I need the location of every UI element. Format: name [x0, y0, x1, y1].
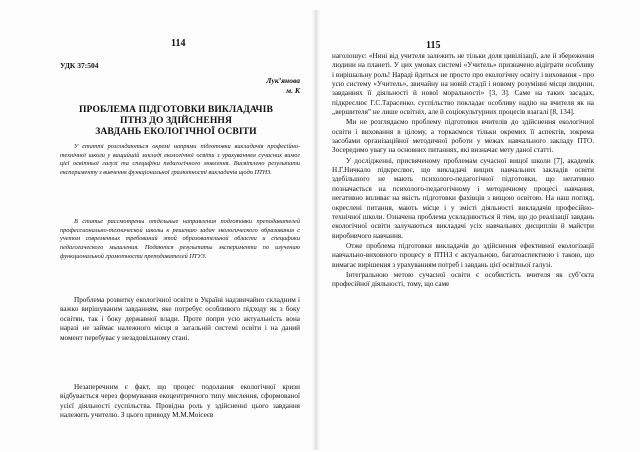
- author-line: м. К: [286, 86, 300, 95]
- author-block: [266, 76, 300, 96]
- paragraph-text: Інтегральною метою сучасної освіти є особистість вчителя як суб’єкта професійної діяльності, тому, що саме: [332, 270, 594, 289]
- title-line: ПРОБЛЕМА ПІДГОТОВКИ ВИКЛАДАЧІВ: [79, 104, 273, 115]
- paragraph-text: Отже проблема підготовки викладачів до здійснення ефективної екологізації навчально-виховного процесу в ПТНЗ є актуальною, багатоаспектною і такою, що вимагає вирішення з урахуванням потреб і завдань цієї освітньої галузі.: [332, 241, 594, 269]
- body-paragraph: [60, 383, 300, 421]
- left-page: [40, 0, 302, 452]
- paragraph-text: Ми не розглядаємо проблему підготовки вчителів до здійснення екологічної освіти і виховання в цілому, а торкаємося тільки окремих її аспектів, зокрема засобами організаційної методичної роботи у межах навчального закладу ПТО. Зосередимо увагу на основних питаннях, які визначає мету даної статті.: [332, 118, 594, 155]
- udk-code: УДК 37:504: [60, 61, 99, 70]
- author-line: Лук’янова: [266, 76, 300, 85]
- abstract-russian: В статье рассмотрены отдельные направления подготовки преподавателей профессионально-технической школы к решению задач экологического образования с учетом современных требований этой образовательной области и специфики педагогического мышления. Подаются результаты эксперимента по изучению функциональной грамотности преподавателей ПТУЗ.: [60, 218, 300, 260]
- body-paragraph: [60, 296, 300, 343]
- title-line: ЗАВДАНЬ ЕКОЛОГІЧНОЇ ОСВІТИ: [95, 126, 257, 137]
- title-line: ПТНЗ ДО ЗДІЙСНЕННЯ: [120, 115, 232, 126]
- paragraph-text: наголошує: «Нині від учителя залежить не тільки доля цивілізації, але й збереження людини на планеті. У цих умовах системі «Учитель» призначено відіграти особливу і вирішальну роль! Нараді йдеться не просто про екологічну освіту і виховання - про усю систему «Учитель», звичайну на новій стадії і новому розумінні місця людини, завданнях її діяльності й нової моральності» [3, 3]. Саме на таких засадах, підкреслює Г.С.Тарасенко, суспільство покладає особливу надію на вчителя як на „вершителя” не лише освітніх, але й соціокультурних процесів взагалі [8, 134].: [332, 52, 594, 117]
- right-page-text: [332, 52, 594, 290]
- book-gutter: [311, 10, 321, 450]
- right-page: [330, 0, 620, 452]
- page-number-left: 114: [171, 38, 186, 49]
- article-title: [52, 104, 300, 137]
- page-number-right: 115: [426, 40, 441, 51]
- paragraph-text: Проблема розвитку екологічної освіти в Україні надзвичайно складним і важко вирішуваним завданням, яке потребує особливого підходу як з боку освітян, так і боку державної влади. Проте попри усю актуальність вона наразі не займає належного місця в загальній системі освіти і на даний момент перебуває у незадовільному стані.: [60, 296, 300, 342]
- abstract-ukrainian: У статті розглядаються окремі напрями підготовки викладачів професійно-технічної школи у вищийшій закладі екологічної освіти з урахуванням сучасних вимог цієї освітньої галузі та специфіки педагогічного мовлення. Висвітлено результати експерименту з вивчення функціональної грамотності викладачів щодо ПТНЗ.: [60, 143, 300, 177]
- paragraph-text: У дослідженні, присвяченому проблемам сучасної вищої школи [7], академік Н.Г.Ничкало підкреслює, що викладачі вищих навчальних закладів освіти здебільшого не мають психолого-педагогічної підготовки, що негативно позначається на психолого-педагогічному і методичному процесі навчання, негативно впливає на якість підготовки фахівців з вищою освітою. На наш погляд, окреслені питання, мають місце і у змісті діяльності викладачів професійно-технічної школи. Означена проблема ускладнюється й тим, що до реалізації завдань екологічної освіти залучаються викладачі усіх навчальних дисциплін й майстри виробничого навчання.: [332, 156, 594, 240]
- paragraph-text: Незаперечним є факт, що процес подолання екологічної кризи відбувається через формування екоцентричного типу мислення, сформованої усієї діяльності суспільства. Провідна роль у здійсненні цього завдання належить учителю. З цього приводу М.М.Моісеєв: [60, 383, 300, 420]
